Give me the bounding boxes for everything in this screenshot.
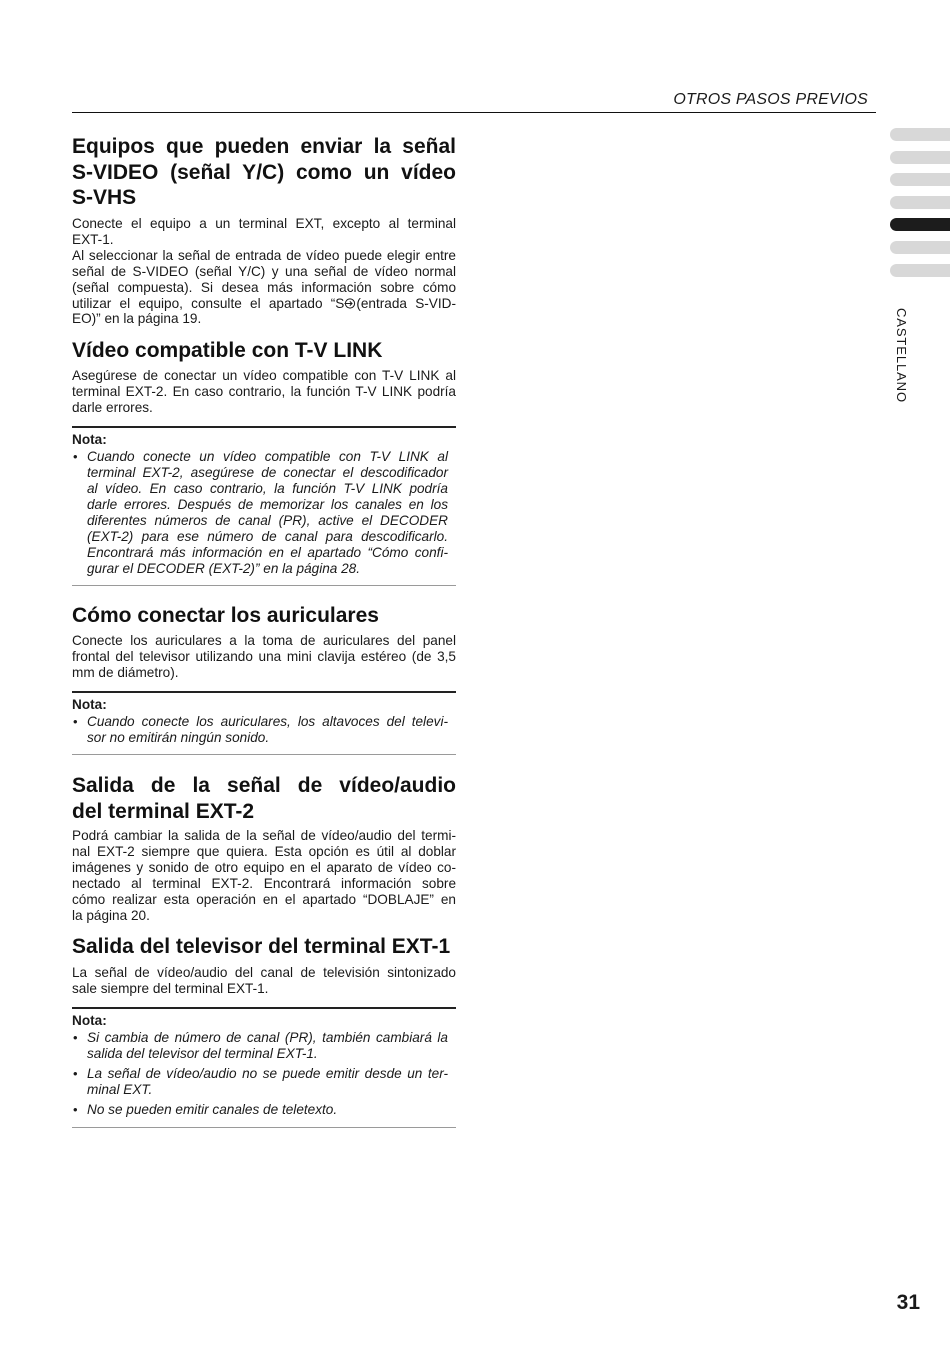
- heading-line: Cómo conectar los auriculares: [72, 604, 379, 627]
- bullet-marker: [73, 1066, 78, 1082]
- heading-line: Equipos que pueden enviar la señal: [72, 135, 456, 158]
- body-line-part: (entrada S-VID-: [356, 295, 456, 311]
- bullet-marker: [73, 1030, 78, 1046]
- note-label: Nota:: [72, 697, 107, 712]
- body-line: darle errores.: [72, 399, 153, 415]
- heading-line: del terminal EXT-2: [72, 799, 255, 823]
- note-item: [72, 714, 448, 746]
- page-number: 31: [896, 1291, 920, 1314]
- section-body: [72, 216, 456, 327]
- section-heading: [72, 773, 456, 824]
- index-tab-active: [890, 218, 950, 231]
- language-label: CASTELLANO: [894, 308, 909, 403]
- note-line: diferentes números de canal (PR), active el DECODER: [87, 513, 448, 528]
- note-rule-bottom: [72, 754, 456, 755]
- note-rule-top: [72, 426, 456, 428]
- body-line: sale siempre del terminal EXT-1.: [72, 980, 269, 996]
- section-heading: [72, 603, 456, 629]
- note-line: Cuando conecte los auriculares, los altavoces del televi-: [87, 714, 448, 729]
- note-line: minal EXT.: [87, 1082, 153, 1097]
- note-line: salida del televisor del terminal EXT-1.: [87, 1046, 318, 1061]
- body-line: cómo realizar esta operación en el apartado “DOBLAJE” en: [72, 891, 456, 907]
- body-line: Conecte los auriculares a la toma de auriculares del panel: [72, 633, 456, 648]
- body-line: (señal compuesta). Si desea más información sobre cómo: [72, 279, 456, 295]
- section-body: [72, 633, 456, 681]
- heading-line: S-VIDEO (señal Y/C) como un vídeo: [72, 160, 456, 184]
- body-line: Podrá cambiar la salida de la señal de vídeo/audio del termi-: [72, 828, 456, 843]
- index-tab: [890, 173, 950, 186]
- heading-line: Salida de la señal de vídeo/audio: [72, 774, 456, 797]
- note-line: sor no emitirán ningún sonido.: [87, 730, 270, 745]
- note-line: terminal EXT-2, asegúrese de conectar el descodificador: [87, 465, 448, 480]
- body-line: señal de S-VIDEO (señal Y/C) y una señal de vídeo normal: [72, 263, 456, 279]
- body-line: [72, 296, 456, 312]
- note-item: [72, 1102, 448, 1118]
- note-line: Encontrará más información en el apartado “Cómo confi-: [87, 545, 448, 560]
- note-label: Nota:: [72, 1013, 107, 1028]
- note-list: [72, 1030, 448, 1118]
- index-tab: [890, 264, 950, 277]
- section-body: [72, 368, 456, 416]
- running-header-title: OTROS PASOS PREVIOS: [673, 91, 868, 108]
- section-heading: [72, 934, 456, 960]
- heading-line: Vídeo compatible con T-V LINK: [72, 339, 383, 362]
- s-video-input-icon: [344, 298, 356, 309]
- body-line: Al seleccionar la señal de entrada de vídeo puede elegir entre: [72, 247, 456, 263]
- body-line: EO)” en la página 19.: [72, 311, 202, 327]
- note-line: darle errores. Después de memorizar los canales en los: [87, 497, 448, 512]
- note-line: La señal de vídeo/audio no se puede emitir desde un ter-: [87, 1066, 448, 1081]
- heading-line: Salida del televisor del terminal EXT-1: [72, 935, 451, 958]
- header-rule: [72, 112, 876, 113]
- section-heading: [72, 338, 456, 364]
- note-list: [72, 449, 448, 577]
- note-item: [72, 1030, 448, 1062]
- index-tab: [890, 196, 950, 209]
- body-line: mm de diámetro).: [72, 664, 179, 680]
- body-line: nal EXT-2 siempre que quiera. Esta opción es útil al doblar: [72, 843, 456, 859]
- note-item: [72, 1066, 448, 1098]
- note-rule-top: [72, 691, 456, 693]
- bullet-marker: [73, 714, 78, 730]
- body-line: frontal del televisor utilizando una mini clavija estéreo (de 3,5: [72, 648, 456, 664]
- note-rule-bottom: [72, 585, 456, 586]
- body-line: Conecte el equipo a un terminal EXT, excepto al terminal: [72, 216, 456, 231]
- note-line: (EXT-2) para ese número de canal para descodificarlo.: [87, 529, 448, 544]
- section-body: [72, 828, 456, 923]
- note-rule-top: [72, 1007, 456, 1009]
- bullet-marker: [73, 449, 78, 465]
- body-line: Asegúrese de conectar un vídeo compatible con T-V LINK al: [72, 368, 456, 383]
- body-line: terminal EXT-2. En caso contrario, la función T-V LINK podría: [72, 383, 456, 399]
- section-heading: [72, 134, 456, 211]
- body-line: la página 20.: [72, 907, 150, 923]
- body-line: nectado al terminal EXT-2. Encontrará información sobre: [72, 875, 456, 891]
- note-list: [72, 714, 448, 746]
- body-line: EXT-1.: [72, 231, 114, 247]
- index-tab: [890, 128, 950, 141]
- note-line: al vídeo. En caso contrario, la función T-V LINK podría: [87, 481, 448, 496]
- note-line: No se pueden emitir canales de teletexto.: [87, 1102, 338, 1117]
- index-tab: [890, 241, 950, 254]
- index-tab: [890, 151, 950, 164]
- note-line: Si cambia de número de canal (PR), también cambiará la: [87, 1030, 448, 1045]
- note-line: Cuando conecte un vídeo compatible con T-V LINK al: [87, 449, 448, 464]
- body-line-part: utilizar el equipo, consulte el apartado “S: [72, 295, 345, 311]
- note-label: Nota:: [72, 432, 107, 447]
- section-body: [72, 965, 456, 997]
- note-item: [72, 449, 448, 577]
- body-line: La señal de vídeo/audio del canal de televisión sintonizado: [72, 965, 456, 980]
- body-line: imágenes y sonido de otro equipo en el aparato de vídeo co-: [72, 859, 456, 875]
- note-line: gurar el DECODER (EXT-2)” en la página 28.: [87, 561, 361, 576]
- heading-line: S-VHS: [72, 186, 137, 209]
- note-rule-bottom: [72, 1127, 456, 1128]
- bullet-marker: [73, 1102, 78, 1118]
